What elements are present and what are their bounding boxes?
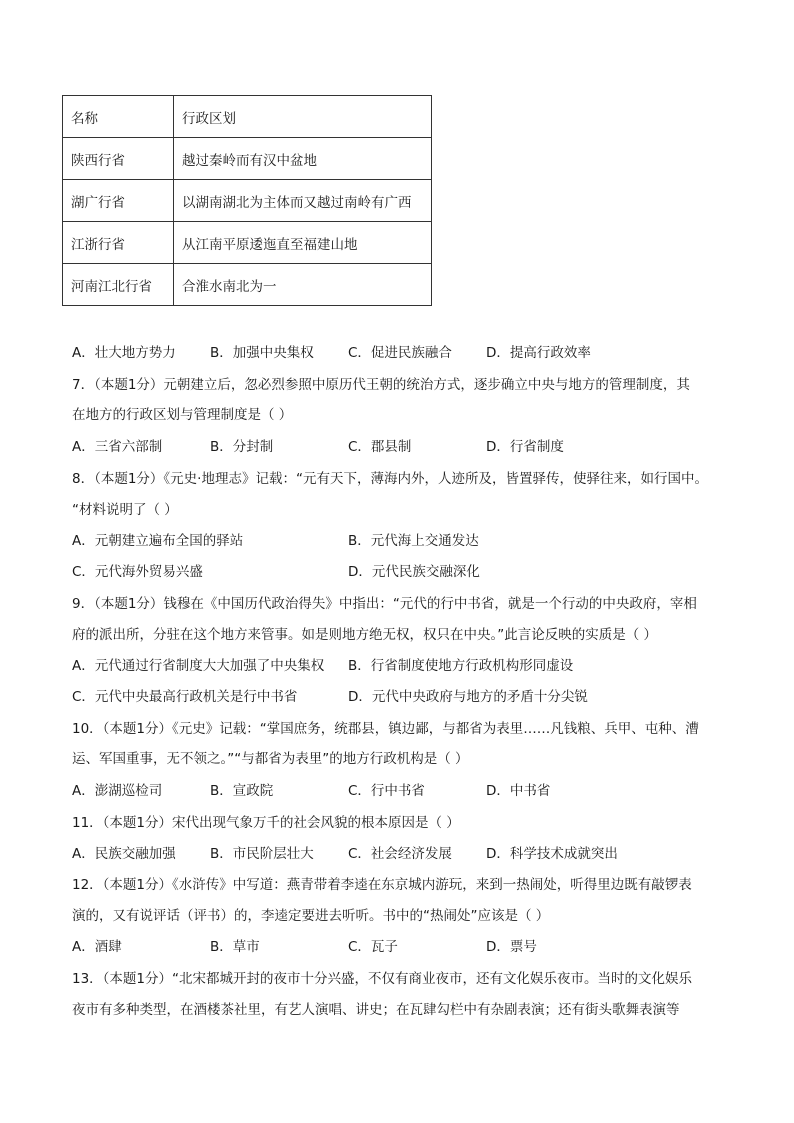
q8-stem-line2: “材料说明了（ ） [72, 502, 178, 518]
option-a[interactable]: A．壮大地方势力 [72, 345, 176, 361]
option-a[interactable]: A．民族交融加强 [72, 846, 176, 862]
q12-stem-line2: 演的，又有说评话（评书）的，李逵定要进去听听。书中的“热闹处”应该是（ ） [72, 908, 550, 924]
option-c[interactable]: C．社会经济发展 [348, 846, 452, 862]
option-a[interactable]: A．酒肆 [72, 939, 122, 955]
q12-stem-line1: 12．（本题1分）《水浒传》中写道：燕青带着李逵在东京城内游玩，来到一热闹处，听得里边既有敲锣表 [72, 877, 692, 893]
option-c[interactable]: C．行中书省 [348, 783, 425, 799]
table-row [63, 264, 432, 306]
option-c[interactable]: C．元代海外贸易兴盛 [72, 564, 203, 580]
table-row [63, 180, 432, 222]
option-d[interactable]: D．科学技术成就突出 [486, 846, 618, 862]
q7-stem-line1: 7．（本题1分）元朝建立后，忽必烈参照中原历代王朝的统治方式，逐步确立中央与地方的管理制度，其 [72, 377, 690, 393]
q7-stem-line2: 在地方的行政区划与管理制度是（ ） [72, 407, 293, 423]
table-cell: 江浙行省 [63, 222, 174, 264]
table-row [63, 222, 432, 264]
table-cell: 名称 [63, 96, 174, 138]
option-b[interactable]: B．分封制 [210, 439, 274, 455]
option-a[interactable]: A．三省六部制 [72, 439, 163, 455]
table-cell: 河南江北行省 [63, 264, 174, 306]
option-b[interactable]: B．元代海上交通发达 [348, 533, 479, 549]
table-cell: 行政区划 [174, 96, 432, 138]
table-header-row [63, 96, 432, 138]
option-b[interactable]: B．宣政院 [210, 783, 274, 799]
option-c[interactable]: C．促进民族融合 [348, 345, 452, 361]
option-c[interactable]: C．元代中央最高行政机关是行中书省 [72, 689, 298, 705]
option-b[interactable]: B．草市 [210, 939, 260, 955]
table-cell: 合淮水南北为一 [174, 264, 432, 306]
option-c[interactable]: C．瓦子 [348, 939, 398, 955]
administrative-region-table [62, 95, 432, 306]
q8-stem-line1: 8．（本题1分）《元史·地理志》记载：“元有天下，薄海内外，人迹所及，皆置驿传，使驿往来，如行国中。 [72, 471, 708, 487]
option-b[interactable]: B．加强中央集权 [210, 345, 314, 361]
option-a[interactable]: A．澎湖巡检司 [72, 783, 163, 799]
option-d[interactable]: D．票号 [486, 939, 537, 955]
option-b[interactable]: B．市民阶层壮大 [210, 846, 314, 862]
q10-stem-line2: 运、军国重事，无不领之。”“与都省为表里”的地方行政机构是（ ） [72, 751, 469, 767]
option-a[interactable]: A．元代通过行省制度大大加强了中央集权 [72, 658, 325, 674]
q13-stem-line2: 夜市有多种类型，在酒楼茶社里，有艺人演唱、讲史；在瓦肆勾栏中有杂剧表演；还有街头歌舞表演等 [72, 1002, 680, 1018]
table-row [63, 138, 432, 180]
option-c[interactable]: C．郡县制 [348, 439, 412, 455]
option-d[interactable]: D．提高行政效率 [486, 345, 591, 361]
table-cell: 从江南平原逶迤直至福建山地 [174, 222, 432, 264]
q10-stem-line1: 10．（本题1分）《元史》记载：“掌国庶务，统郡县，镇边鄙，与都省为表里……凡钱粮、兵甲、屯种、漕 [72, 721, 699, 737]
option-d[interactable]: D．元代民族交融深化 [348, 564, 480, 580]
table-cell: 陕西行省 [63, 138, 174, 180]
q13-stem-line1: 13．（本题1分）“北宋都城开封的夜市十分兴盛，不仅有商业夜市，还有文化娱乐夜市。当时的文化娱乐 [72, 971, 693, 987]
table-cell: 越过秦岭而有汉中盆地 [174, 138, 432, 180]
option-a[interactable]: A．元朝建立遍布全国的驿站 [72, 533, 244, 549]
option-d[interactable]: D．元代中央政府与地方的矛盾十分尖锐 [348, 689, 588, 705]
option-d[interactable]: D．行省制度 [486, 439, 564, 455]
table-cell: 以湖南湖北为主体而又越过南岭有广西 [174, 180, 432, 222]
q9-stem-line1: 9．（本题1分）钱穆在《中国历代政治得失》中指出：“元代的行中书省，就是一个行动的中央政府，宰相 [72, 596, 697, 612]
table-cell: 湖广行省 [63, 180, 174, 222]
q11-stem-line1: 11．（本题1分）宋代出现气象万千的社会风貌的根本原因是（ ） [72, 815, 460, 831]
option-d[interactable]: D．中书省 [486, 783, 551, 799]
q9-stem-line2: 府的派出所，分驻在这个地方来管事。如是则地方绝无权，权只在中央。”此言论反映的实质是（ ） [72, 627, 658, 643]
option-b[interactable]: B．行省制度使地方行政机构形同虚设 [348, 658, 574, 674]
